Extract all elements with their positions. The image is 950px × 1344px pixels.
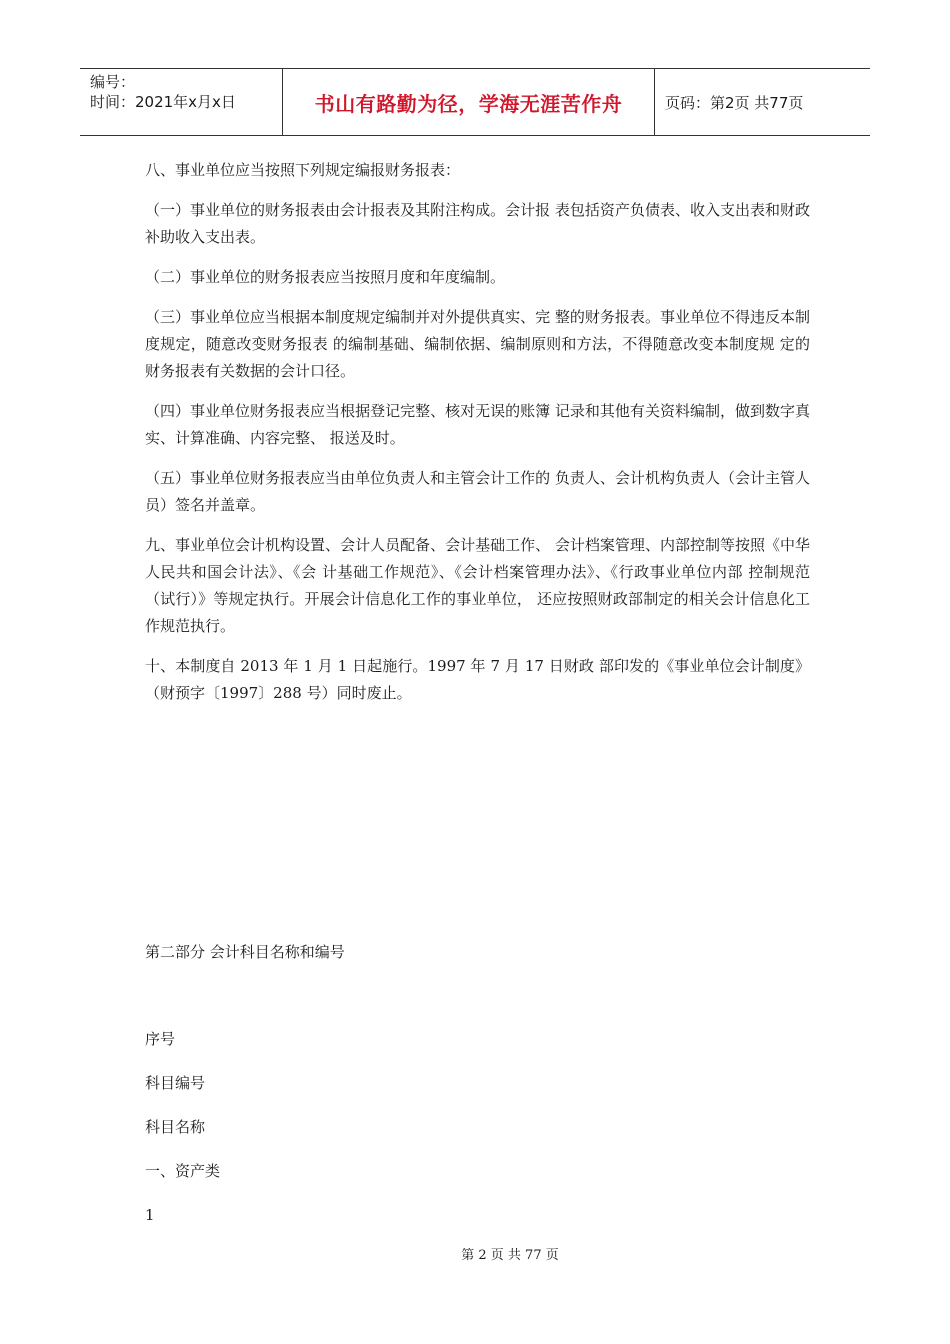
paragraph: （四）事业单位财务报表应当根据登记完整、核对无误的账簿 记录和其他有关资料编制，做到数字真实、计算准确、内容完整、 报送及时。 [145,402,810,447]
paragraph: 九、事业单位会计机构设置、会计人员配备、会计基础工作、 会计档案管理、内部控制等按照《中华人民共和国会计法》、《会 计基础工作规范》、《会计档案管理办法》、《行政事业单位内部 控制规范（试行）》等规定执行。开展会计信息化工作的事业单位， 还应按照财政部制定的相关会计信息化工作规范执行。 [145,536,810,635]
header-page-info: 页码：第2页 共77页 [665,93,804,112]
paragraph: （一）事业单位的财务报表由会计报表及其附注构成。会计报 表包括资产负债表、收入支出表和财政补助收入支出表。 [145,201,810,246]
paragraph: （二）事业单位的财务报表应当按照月度和年度编制。 [145,268,506,286]
paragraph: 八、事业单位应当按照下列规定编报财务报表： [145,161,461,179]
document-number-label: 编号： [90,73,136,91]
label-row-number: 1 [145,1206,155,1224]
header-motto: 书山有路勤为径，学海无涯苦作舟 [282,69,655,135]
document-body [145,157,810,720]
label-account-name: 科目名称 [145,1118,206,1136]
label-serial-number: 序号 [145,1030,176,1048]
document-time-label: 时间：2021年x月x日 [90,93,236,111]
page-footer: 第 2 页 共 77 页 [461,1248,559,1263]
label-account-code: 科目编号 [145,1074,206,1092]
page-header [80,68,870,136]
header-meta [80,69,282,135]
paragraph: （三）事业单位应当根据本制度规定编制并对外提供真实、完 整的财务报表。事业单位不得违反本制度规定，随意改变财务报表 的编制基础、编制依据、编制原则和方法，不得随意改变本制度规 定的财务报表有关数据的会计口径。 [145,308,810,380]
paragraph: （五）事业单位财务报表应当由单位负责人和主管会计工作的 负责人、会计机构负责人（会计主管人员）签名并盖章。 [145,469,810,514]
label-asset-category: 一、资产类 [145,1162,221,1180]
section-title: 第二部分 会计科目名称和编号 [145,943,345,961]
paragraph: 十、本制度自 2013 年 1 月 1 日起施行。1997 年 7 月 17 日财政 部印发的《事业单位会计制度》 （财预字〔1997〕288 号）同时废止。 [145,657,810,702]
